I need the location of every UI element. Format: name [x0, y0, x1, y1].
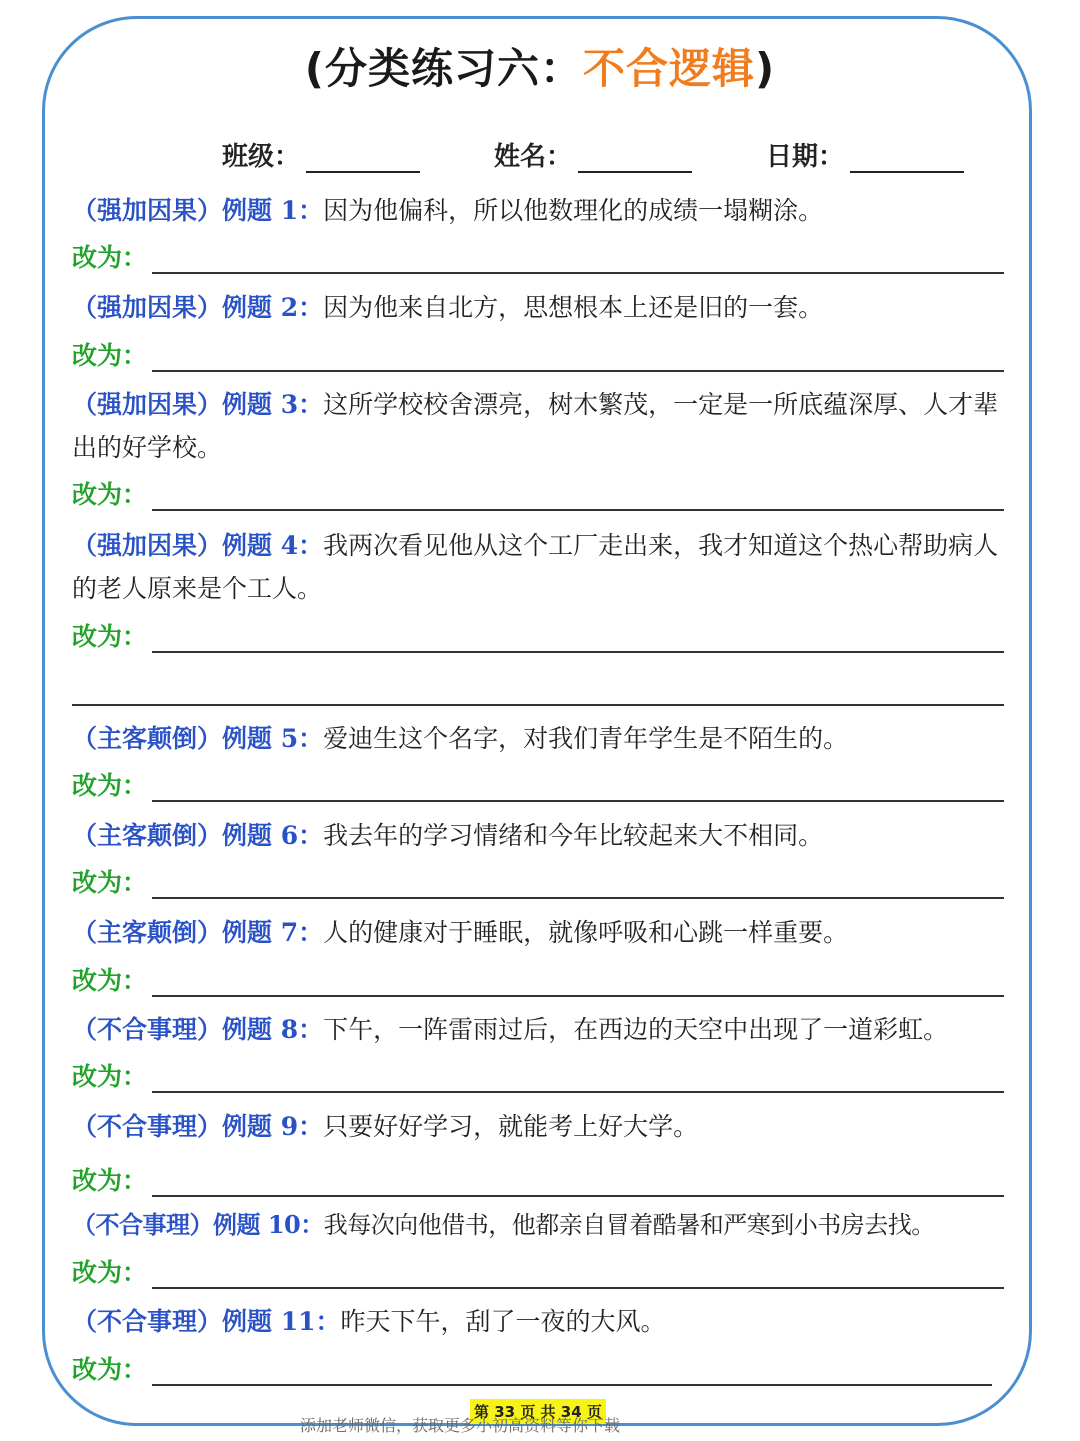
info-row — [0, 136, 1080, 176]
question-2 — [72, 286, 1007, 329]
answer-row-7[interactable] — [72, 963, 1004, 1003]
answer-row-6[interactable] — [72, 865, 1004, 905]
answer-line[interactable] — [152, 1384, 992, 1386]
answer-label: 改为： — [72, 1355, 148, 1384]
question-tag: （不合事理）例题 8： — [72, 1015, 324, 1044]
answer-extra-line[interactable] — [72, 704, 1004, 706]
question-tag: （强加因果）例题 3： — [72, 390, 324, 419]
date-field[interactable] — [766, 136, 964, 173]
question-tag: （不合事理）例题 9： — [72, 1112, 324, 1141]
question-7 — [72, 911, 1007, 954]
answer-line[interactable] — [152, 800, 1004, 802]
question-text: 因为他来自北方，思想根本上还是旧的一套。 — [323, 293, 824, 322]
answer-row-10[interactable] — [72, 1255, 1004, 1295]
answer-row-4[interactable] — [72, 619, 1004, 659]
answer-row-8[interactable] — [72, 1059, 1004, 1099]
question-11 — [72, 1300, 1007, 1343]
question-text: 我去年的学习情绪和今年比较起来大不相同。 — [323, 821, 824, 850]
date-label: 日期： — [766, 142, 845, 172]
question-text: 下午，一阵雷雨过后，在西边的天空中出现了一道彩虹。 — [323, 1015, 949, 1044]
footer-note — [300, 1416, 780, 1435]
answer-line[interactable] — [152, 897, 1004, 899]
answer-label: 改为： — [72, 966, 148, 995]
name-blank[interactable] — [578, 145, 692, 173]
question-text: 只要好好学习，就能考上好大学。 — [323, 1112, 699, 1141]
question-1 — [72, 189, 1007, 232]
answer-label: 改为： — [72, 341, 148, 370]
question-tag: （强加因果）例题 4： — [72, 531, 324, 560]
question-tag: （强加因果）例题 1： — [72, 196, 324, 225]
name-field[interactable] — [494, 136, 692, 173]
question-text: 这所学校校舍漂亮，树木繁茂，一定是一所底蕴深厚、人才辈出的好学校。 — [72, 390, 999, 462]
answer-label: 改为： — [72, 1062, 148, 1091]
answer-line[interactable] — [152, 1195, 1004, 1197]
question-text: 因为他偏科，所以他数理化的成绩一塌糊涂。 — [323, 196, 824, 225]
footer-text: 添加老师微信，获取更多小初高资料等你下载 — [300, 1416, 621, 1435]
answer-line[interactable] — [152, 1287, 1004, 1289]
question-tag: （主客颠倒）例题 6： — [72, 821, 324, 850]
question-text: 人的健康对于睡眠，就像呼吸和心跳一样重要。 — [323, 918, 849, 947]
answer-line[interactable] — [152, 1091, 1004, 1093]
question-tag: （不合事理）例题 10： — [72, 1210, 324, 1239]
answer-line[interactable] — [152, 509, 1004, 511]
date-blank[interactable] — [850, 145, 964, 173]
answer-row-3[interactable] — [72, 477, 1004, 517]
answer-row-11[interactable] — [72, 1352, 992, 1392]
answer-label: 改为： — [72, 243, 148, 272]
title-prefix: (分类练习六： — [304, 44, 583, 93]
question-text: 爱迪生这个名字，对我们青年学生是不陌生的。 — [323, 724, 849, 753]
answer-line[interactable] — [152, 651, 1004, 653]
title-suffix: ) — [755, 44, 776, 93]
question-5 — [72, 717, 1007, 760]
page-title — [0, 36, 1080, 96]
answer-label: 改为： — [72, 771, 148, 800]
answer-label: 改为： — [72, 868, 148, 897]
question-text: 昨天下午，刮了一夜的大风。 — [340, 1307, 666, 1336]
question-6 — [72, 814, 1007, 857]
question-9 — [72, 1105, 1007, 1148]
question-tag: （主客颠倒）例题 5： — [72, 724, 324, 753]
answer-row-9[interactable] — [72, 1163, 1004, 1203]
class-blank[interactable] — [306, 145, 420, 173]
page-number: 第 33 页 共 34 页 — [470, 1399, 606, 1424]
question-tag: （主客颠倒）例题 7： — [72, 918, 324, 947]
answer-label: 改为： — [72, 1258, 148, 1287]
question-tag: （强加因果）例题 2： — [72, 293, 324, 322]
question-text: 我两次看见他从这个工厂走出来，我才知道这个热心帮助病人的老人原来是个工人。 — [72, 531, 999, 603]
answer-line[interactable] — [152, 272, 1004, 274]
question-tag: （不合事理）例题 11： — [72, 1307, 341, 1336]
answer-label: 改为： — [72, 622, 148, 651]
answer-row-1[interactable] — [72, 240, 1004, 280]
answer-line[interactable] — [152, 995, 1004, 997]
question-3 — [72, 383, 1007, 469]
class-label: 班级： — [222, 142, 301, 172]
title-accent: 不合逻辑 — [582, 44, 755, 93]
answer-line[interactable] — [152, 370, 1004, 372]
question-8 — [72, 1008, 1007, 1051]
name-label: 姓名： — [494, 142, 573, 172]
question-10 — [72, 1203, 1007, 1247]
answer-label: 改为： — [72, 1166, 148, 1195]
answer-label: 改为： — [72, 480, 148, 509]
class-field[interactable] — [222, 136, 420, 173]
answer-row-5[interactable] — [72, 768, 1004, 808]
question-4 — [72, 524, 1007, 610]
question-text: 我每次向他借书，他都亲自冒着酷暑和严寒到小书房去找。 — [323, 1211, 935, 1239]
answer-row-2[interactable] — [72, 338, 1004, 378]
